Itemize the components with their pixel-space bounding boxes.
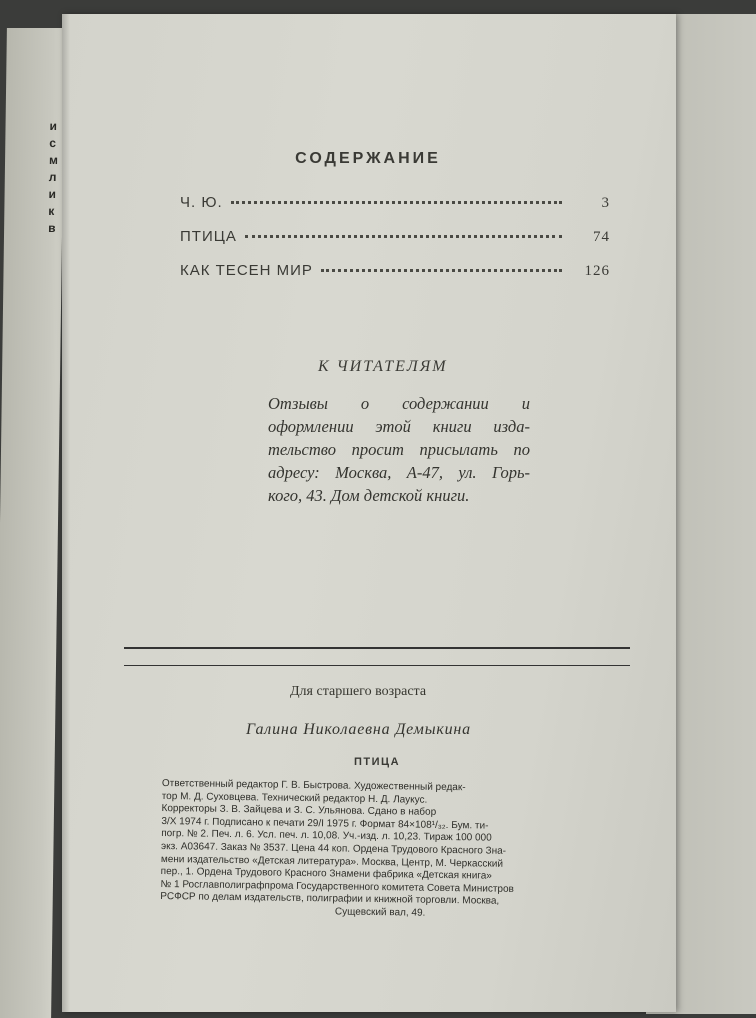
readers-note-line: Отзывы о содержании и — [268, 394, 530, 413]
leader-dots — [231, 201, 562, 204]
edge-char: и — [48, 187, 57, 201]
author-name: Галина Николаевна Демыкина — [246, 721, 471, 738]
colophon-line: пер., 1. Ордена Трудового Красного Знамени фабрика «Детская книга» — [160, 866, 492, 882]
leader-dots — [321, 269, 562, 272]
toc-entry — [180, 228, 610, 262]
table-of-contents — [180, 194, 610, 296]
colophon-line: погр. № 2. Печ. л. 6. Усл. печ. л. 10,08. Уч.-изд. л. 10,23. Тираж 100 000 — [161, 828, 492, 844]
readers-note-line: оформлении этой книги изда- — [268, 417, 530, 436]
colophon-line: № 1 Росглавполиграфпрома Государственного комитета Совета Министров — [160, 878, 514, 895]
colophon-line: экз. А03647. Заказ № 3537. Цена 44 коп. Ордена Трудового Красного Зна- — [160, 840, 507, 857]
colophon-line: Корректоры З. В. Зайцева и З. С. Ульянова. Сдано в набор — [161, 803, 437, 819]
readers-heading: К ЧИТАТЕЛЯМ — [318, 358, 448, 375]
divider-rule-thick — [124, 647, 630, 649]
page-fold-shadow — [62, 14, 70, 1012]
leader-dots — [245, 235, 562, 238]
edge-char: к — [48, 204, 55, 218]
divider-rule-thin — [124, 665, 630, 666]
edge-char: л — [48, 170, 57, 184]
edge-char: м — [48, 153, 59, 167]
toc-heading: СОДЕРЖАНИЕ — [295, 150, 441, 167]
book-title: ПТИЦА — [354, 756, 401, 768]
toc-entry-page: 74 — [593, 229, 610, 245]
edge-char: в — [48, 221, 56, 235]
toc-entry — [180, 194, 610, 228]
adjacent-left-page — [0, 28, 65, 1018]
edge-char: и — [49, 119, 58, 133]
edge-char: с — [49, 136, 57, 150]
colophon-line: мени издательство «Детская литература». Москва, Центр, М. Черкасский — [160, 853, 504, 870]
colophon-line: РСФСР по делам издательств, полиграфии и книжной торговли. Москва, — [160, 891, 500, 908]
colophon-line: Ответственный редактор Г. В. Быстрова. Художественный редак- — [161, 778, 466, 794]
readers-note-line: кого, 43. Дом детской книги. — [268, 486, 470, 505]
toc-entry-title: КАК ТЕСЕН МИР — [180, 262, 313, 279]
colophon-line: тор М. Д. Суховцева. Технический редактор Н. Д. Лаукус. — [161, 790, 428, 806]
readers-note-line: адресу: Москва, А-47, ул. Горь- — [268, 463, 530, 482]
readers-note-line: тельство просит присылать по — [268, 440, 530, 459]
toc-entry-title: ПТИЦА — [180, 228, 237, 245]
toc-entry-page: 126 — [584, 263, 610, 279]
colophon-line: Сущевский вал, 49. — [334, 906, 426, 919]
colophon-line: 3/X 1974 г. Подписано к печати 29/I 1975 г. Формат 84×108¹/₃₂. Бум. ти- — [161, 815, 489, 832]
colophon — [160, 778, 602, 923]
age-rating: Для старшего возраста — [290, 684, 427, 699]
toc-entry-page: 3 — [601, 195, 610, 211]
readers-note — [268, 392, 530, 507]
toc-entry — [180, 262, 610, 296]
toc-entry-title: Ч. Ю. — [180, 194, 223, 211]
